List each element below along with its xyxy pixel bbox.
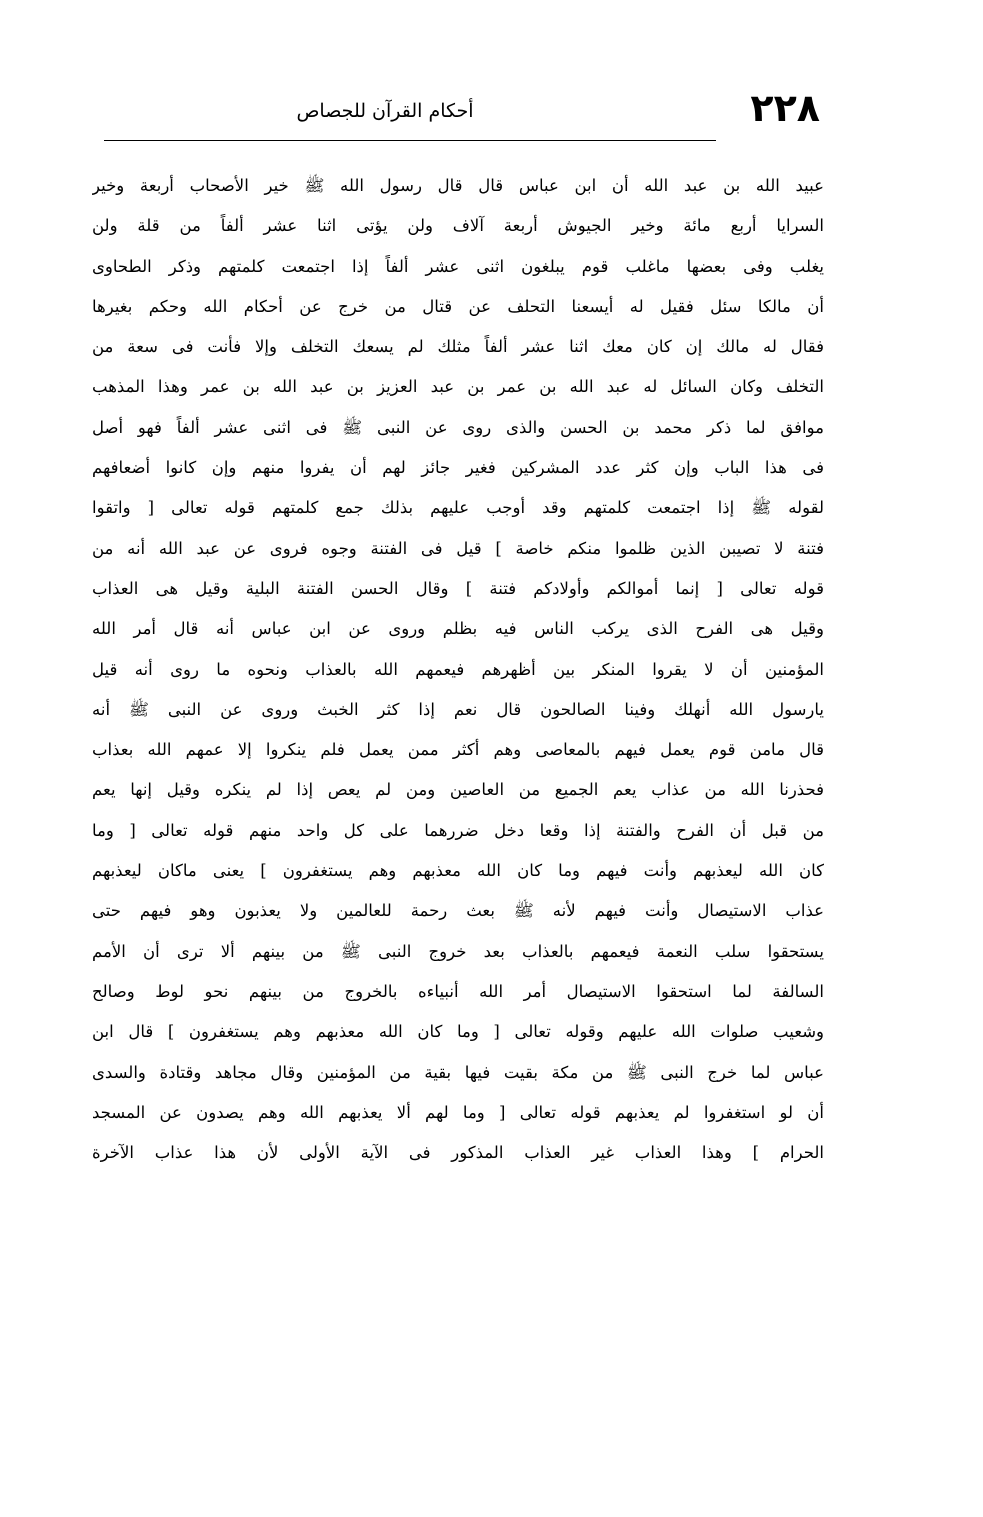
text-line: قوله تعالى [ إنما أموالكم وأولادكم فتنة ] وقال الحسن الفتنة البلية وقيل هى العذاب <box>92 578 824 598</box>
text-line: السرايا أربع مائة وخير الجيوش أربعة آلاف ولن يؤتى اثنا عشر ألفاً من قلة ولن <box>92 216 824 236</box>
text-line: موافق لما ذكر محمد بن الحسن والذى روى عن النبى ﷺ فى اثنى عشر ألفاً فهو أصل <box>92 417 824 437</box>
header-rule <box>104 140 716 141</box>
text-line: كان الله ليعذبهم وأنت فيهم وما كان الله معذبهم وهم يستغفرون ] يعنى ماكان ليعذبهم <box>92 861 824 881</box>
text-line: التخلف وكان السائل له عبد الله بن عمر بن عبد العزيز بن عبد الله بن عمر وهذا المذهب <box>92 377 824 397</box>
text-line: يستحقوا سلب النعمة فيعمهم بالعذاب بعد خروج النبى ﷺ من بينهم ألا ترى أن الأمم <box>92 941 824 961</box>
text-line: السالفة لما استحقوا الاستيصال أمر الله أنبياءه بالخروج من بينهم نحو لوط وصالح <box>92 981 824 1001</box>
text-line: عذاب الاستيصال وأنت فيهم لأنه ﷺ بعث رحمة للعالمين ولا يعذبون وهو فيهم حتى <box>92 901 824 921</box>
page-number: ٢٢٨ <box>750 86 820 130</box>
text-line: لقوله ﷺ إذا اجتمعت كلمتهم وقد أوجب عليهم بذلك جمع كلمتهم قوله تعالى [ واتقوا <box>92 498 824 518</box>
text-line: عبيد الله بن عبد الله أن ابن عباس قال قال رسول الله ﷺ خير الأصحاب أربعة وخير <box>92 176 824 195</box>
text-line: وشعيب صلوات الله عليهم وقوله تعالى [ وما كان الله معذبهم وهم يستغفرون ] قال ابن <box>92 1022 824 1042</box>
text-line: من قبل أن الفرح والفتنة إذا وقعا دخل ضررهما على كل واحد منهم قوله تعالى [ وما <box>92 820 824 840</box>
text-line: وقيل هى الفرح الذى يركب الناس فيه بظلم وروى عن ابن عباس أنه قال أمر الله <box>92 619 824 639</box>
text-line: يارسول الله أنهلك وفينا الصالحون قال نعم إذا كثر الخبث وروى عن النبى ﷺ أنه <box>92 699 824 719</box>
page-header <box>100 86 820 134</box>
text-line: الحرام ] وهذا العذاب غير العذاب المذكور فى الآية الأولى لأن هذا عذاب الآخرة <box>92 1143 824 1163</box>
text-line: عباس لما خرج النبى ﷺ من مكة بقيت فيها بقية من المؤمنين وقال مجاهد وقتادة والسدى <box>92 1062 824 1082</box>
text-line: أن مالكا سئل فقيل له أيسعنا التحلف عن قتال من خرج عن أحكام الله وحكم بغيرها <box>92 296 824 316</box>
text-line: فقال له مالك إن كان معك اثنا عشر ألفاً مثلك لم يسعك التخلف وإلا فأنت فى سعة من <box>92 337 824 357</box>
text-line: المؤمنين أن لا يقروا المنكر بين أظهرهم فيعمهم الله بالعذاب ونحوه ما روى أنه قيل <box>92 659 824 679</box>
text-line: فتنة لا تصيبن الذين ظلموا منكم خاصة ] قيل فى الفتنة وجوه فروى عن عبد الله أنه من <box>92 538 824 558</box>
text-line: قال مامن قوم يعمل فيهم بالمعاصى وهم أكثر ممن يعمل فلم ينكروا إلا عمهم الله بعذاب <box>92 740 824 760</box>
running-title: أحكام القرآن للجصاص <box>296 100 474 122</box>
text-line: فحذرنا الله من عذاب يعم الجميع من العاصين ومن لم يعص إذا لم ينكره وقيل إنها يعم <box>92 780 824 800</box>
text-line: فى هذا الباب وإن كثر عدد المشركين فغير جائز لهم أن يفروا منهم وإن كانوا أضعافهم <box>92 458 824 478</box>
text-line: يغلب وفى بعضها ماغلب قوم يبلغون اثنى عشر ألفاً إذا اجتمعت كلمتهم وذكر الطحاوى <box>92 256 824 276</box>
body-text <box>92 166 824 1173</box>
text-line: أن لو استغفروا لم يعذبهم قوله تعالى [ وما لهم ألا يعذبهم الله وهم يصدون عن المسجد <box>92 1102 824 1122</box>
